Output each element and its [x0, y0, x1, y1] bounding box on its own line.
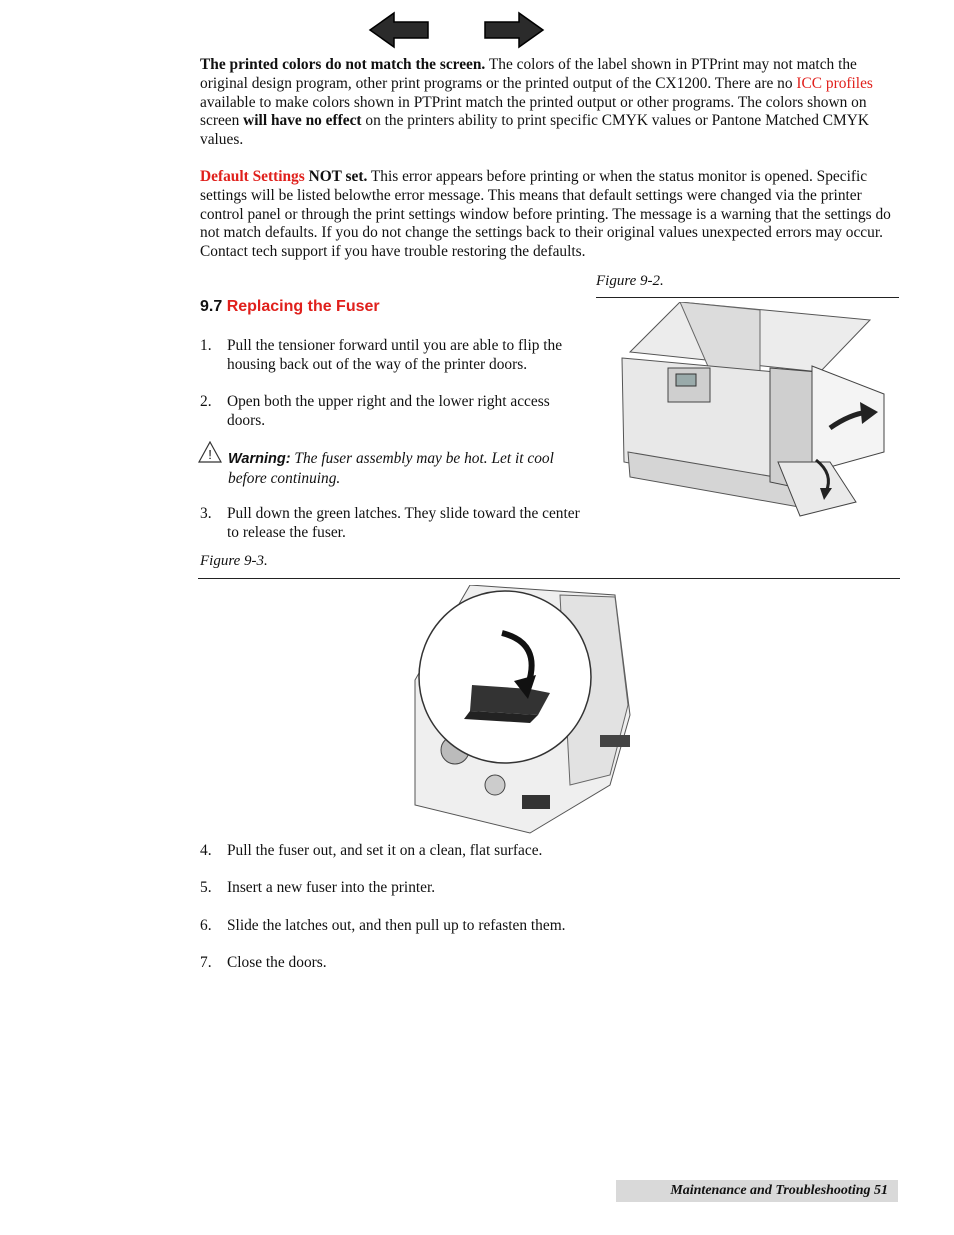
section-title: Replacing the Fuser [226, 298, 380, 315]
right-arrow-icon [483, 10, 545, 50]
printer-illustration [620, 302, 890, 520]
step-6 [200, 917, 700, 937]
footer-text: Maintenance and Troubleshooting 51 [670, 1183, 888, 1198]
step-text: Pull the tensioner forward until you are able to flip the housing back out of the way of the printer doors. [227, 337, 563, 373]
step-number: 4. [200, 842, 212, 859]
warning-label: Warning: [228, 451, 291, 467]
section-number: 9.7 [200, 298, 223, 315]
step-5 [200, 879, 700, 899]
step-4 [200, 842, 700, 862]
warning-block [198, 441, 598, 487]
colors-text-2: available to make colors shown in PTPrint match the printed output or other programs. The colors shown on screen [200, 93, 867, 130]
step-2 [200, 393, 600, 433]
default-settings-paragraph [200, 168, 895, 262]
back-arrow-button[interactable] [368, 10, 430, 50]
forward-arrow-button[interactable] [483, 10, 545, 50]
step-3 [200, 505, 600, 545]
step-number: 1. [200, 337, 212, 354]
section-heading [200, 298, 380, 316]
step-number: 5. [200, 879, 212, 896]
step-1 [200, 337, 600, 377]
default-settings-link[interactable]: Default Settings [200, 168, 305, 185]
figure-9-3-caption: Figure 9-3. [200, 553, 268, 569]
colors-text-3: on the printers ability to print specific CMYK values or Pantone Matched CMYK values. [200, 112, 869, 149]
step-number: 6. [200, 917, 212, 934]
default-settings-text: This error appears before printing or when the status monitor is opened. Specific settings will be listed belowthe error message. This means that default settings were changed via the printer control panel or through the print settings window before printing. The message is a warning that the settings do not match defaults. If you do not change the settings back to their original values unexpected errors may occur. Contact tech support if you have trouble restoring the defaults. [200, 168, 891, 261]
colors-lead: The printed colors do not match the screen. [200, 56, 486, 73]
colors-bold-2: will have no effect [243, 112, 362, 130]
colors-text-1: The colors of the label shown in PTPrint may not match the original design program, other print programs or the printed output of the CX1200. There are no [200, 56, 857, 92]
step-number: 7. [200, 954, 212, 971]
fuser-latch-illustration [410, 585, 660, 835]
svg-text:!: ! [208, 447, 212, 462]
warning-text: The fuser assembly may be hot. Let it cool before continuing. [228, 450, 554, 487]
figure-9-3-rule [198, 578, 900, 579]
figure-9-2-rule [596, 297, 899, 298]
step-text: Pull down the green latches. They slide toward the center to release the fuser. [227, 505, 580, 541]
colors-paragraph [200, 56, 895, 150]
not-set-label: NOT set. [304, 168, 368, 185]
step-number: 2. [200, 393, 212, 410]
page-footer [616, 1180, 898, 1202]
step-text: Pull the fuser out, and set it on a clean, flat surface. [227, 842, 543, 859]
step-text: Slide the latches out, and then pull up to refasten them. [227, 917, 566, 934]
step-text: Insert a new fuser into the printer. [227, 879, 436, 896]
left-arrow-icon [368, 10, 430, 50]
warning-triangle-icon [198, 441, 222, 463]
step-7 [200, 954, 700, 974]
step-text: Close the doors. [227, 954, 327, 971]
figure-9-2-caption: Figure 9-2. [596, 273, 664, 289]
step-text: Open both the upper right and the lower right access doors. [227, 393, 550, 429]
step-number: 3. [200, 505, 212, 522]
icc-profiles-link[interactable]: ICC profiles [796, 74, 873, 92]
